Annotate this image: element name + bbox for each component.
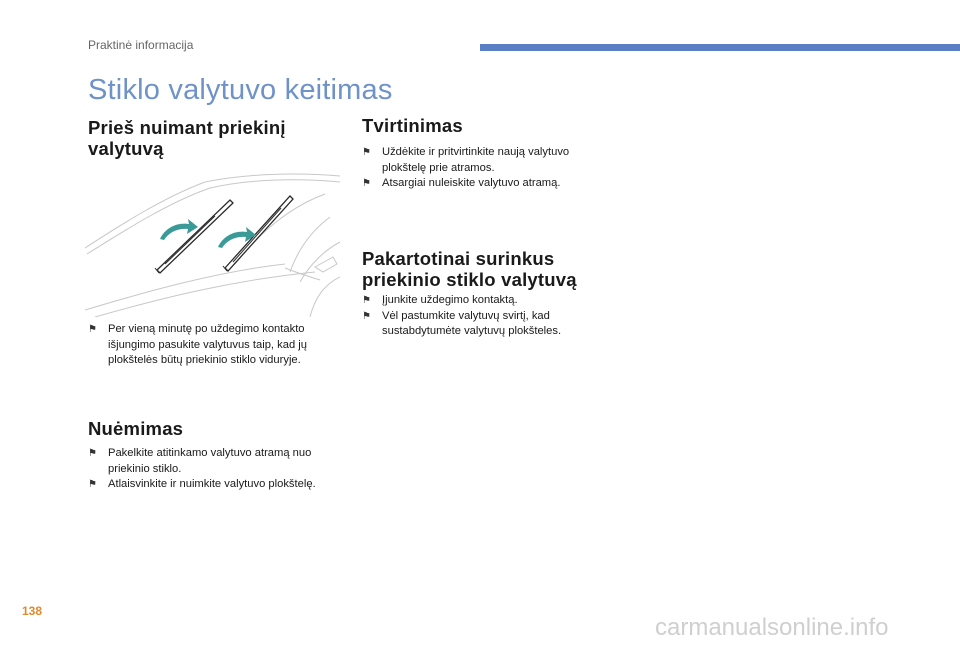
wrench-icon: ⚑	[362, 295, 371, 306]
heading-before-removal	[88, 117, 286, 159]
list-item	[362, 293, 622, 309]
list-item	[88, 477, 348, 493]
text-line: sustabdytumėte valytuvų plokšteles.	[382, 325, 562, 337]
text-line: Uždėkite ir pritvirtinkite naują valytuvo	[382, 146, 570, 158]
text-line: plokštelės būtų priekinio stiklo viduryje.	[108, 354, 301, 366]
list-item	[88, 322, 348, 369]
text-line: Vėl pastumkite valytuvų svirtį, kad	[382, 309, 550, 322]
page-number: 138	[22, 604, 43, 618]
text-line: išjungimo pasukite valytuvus taip, kad jų	[108, 338, 307, 351]
list-item	[362, 176, 622, 192]
fitting-list	[362, 145, 622, 192]
watermark: carmanualsonline.info	[655, 614, 889, 641]
wrench-icon: ⚑	[362, 147, 371, 158]
wrench-icon: ⚑	[88, 448, 97, 459]
list-item	[362, 309, 622, 340]
text-line: Įjunkite uždegimo kontaktą.	[382, 294, 518, 306]
text-line: priekinio stiklo.	[108, 462, 182, 475]
removal-list	[88, 446, 348, 493]
heading-reassembly	[362, 248, 577, 290]
wiper-illustration	[85, 172, 340, 317]
header-accent-bar	[480, 44, 960, 51]
text-line: Per vieną minutę po uždegimo kontakto	[108, 323, 305, 335]
heading-line: priekinio stiklo valytuvą	[362, 269, 577, 290]
wrench-icon: ⚑	[88, 479, 97, 490]
text-line: Atsargiai nuleiskite valytuvo atramą.	[382, 177, 561, 189]
heading-line: valytuvą	[88, 138, 164, 159]
list-item	[362, 145, 622, 176]
before-removal-list	[88, 322, 348, 369]
reassembly-list	[362, 293, 622, 340]
section-label: Praktinė informacija	[88, 38, 194, 52]
wrench-icon: ⚑	[362, 178, 371, 189]
heading-fitting: Tvirtinimas	[362, 115, 463, 136]
heading-line: Prieš nuimant priekinį	[88, 117, 286, 138]
heading-removal: Nuėmimas	[88, 418, 184, 439]
list-item	[88, 446, 348, 477]
page-title: Stiklo valytuvo keitimas	[88, 74, 393, 106]
text-line: Pakelkite atitinkamo valytuvo atramą nuo	[108, 447, 312, 459]
wrench-icon: ⚑	[88, 324, 97, 335]
wrench-icon: ⚑	[362, 310, 371, 322]
text-line: plokštelę prie atramos.	[382, 161, 495, 174]
text-line: Atlaisvinkite ir nuimkite valytuvo plokštelę.	[108, 478, 316, 490]
heading-line: Pakartotinai surinkus	[362, 248, 555, 269]
